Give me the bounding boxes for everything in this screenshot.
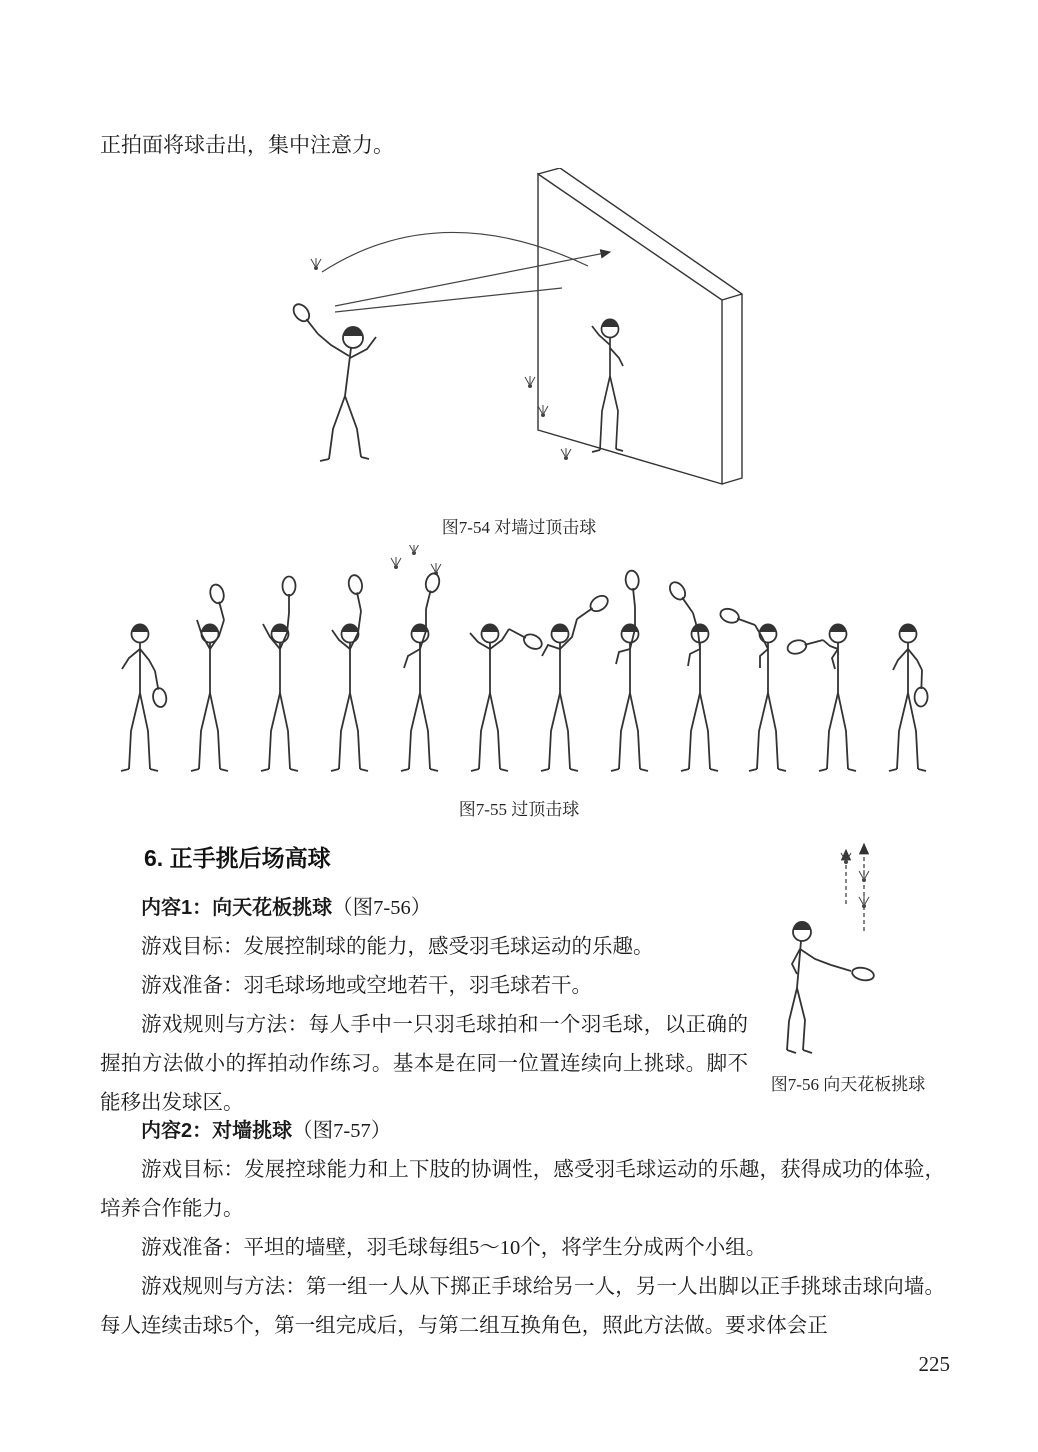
sequence-player (121, 624, 168, 772)
section-6-block (100, 840, 748, 1123)
sequence-player (191, 583, 230, 771)
sequence-player (401, 572, 441, 771)
player-lifting (787, 921, 875, 1053)
figure-7-56-illustration (752, 836, 944, 1066)
sequence-player (718, 606, 786, 771)
content2-title-bold: 内容2：对墙挑球 (141, 1120, 293, 1142)
content-2-block (100, 1112, 945, 1346)
section-heading: 6. 正手挑后场高球 (144, 845, 331, 871)
shuttlecock-icon (409, 545, 419, 555)
shuttlecock-icon (391, 557, 401, 569)
content2-rules: 游戏规则与方法：第一组一人从下掷正手球给另一人，另一人出脚以正手挑球击球向墙。每人连续击球5个，第一组完成后，与第二组互换角色，照此方法做。要求体会正 (100, 1276, 945, 1337)
figure-7-56-block (752, 836, 944, 1095)
content1-title-ref: （图7-56） (332, 897, 432, 919)
content1-rules: 游戏规则与方法：每人手中一只羽毛球拍和一个羽毛球，以正确的握拍方法做小的挥拍动作练习。基本是在同一位置连续向上挑球。脚不能移出发球区。 (100, 1014, 748, 1114)
content1-title-bold: 内容1：向天花板挑球 (141, 897, 333, 919)
sequence-player (889, 624, 928, 772)
shuttlecock-icon (841, 852, 851, 864)
content2-prep: 游戏准备：平坦的墙壁，羽毛球每组5～10个，将学生分成两个小组。 (141, 1237, 767, 1259)
sequence-player (541, 593, 611, 771)
figure-7-55-illustration (98, 545, 943, 787)
shuttlecock-icon (859, 896, 869, 908)
continued-paragraph: 正拍面将球击出，集中注意力。 (100, 133, 394, 157)
figure-7-55-caption: 图7-55 过顶击球 (458, 800, 580, 819)
sequence-player (470, 623, 544, 771)
sequence-player (261, 577, 298, 772)
content2-title (100, 1112, 945, 1151)
page-number: 225 (918, 1352, 950, 1376)
racket-icon (290, 301, 323, 338)
shuttlecock-icon (561, 448, 571, 460)
figure-7-54-illustration (110, 168, 760, 513)
content2-title-ref: （图7-57） (292, 1120, 392, 1142)
sequence-player (667, 579, 718, 771)
sequence-player (611, 570, 648, 771)
figure-7-54-caption: 图7-54 对墙过顶击球 (441, 518, 597, 537)
shuttlecock-icon (525, 376, 535, 388)
shuttlecock-icon (311, 258, 321, 270)
content1-prep: 游戏准备：羽毛球场地或空地若干，羽毛球若干。 (141, 975, 592, 997)
content2-goal: 游戏目标：发展控球能力和上下肢的协调性，感受羽毛球运动的乐趣，获得成功的体验，培养合作能力。 (100, 1159, 945, 1220)
content1-title (100, 889, 748, 928)
shuttlecock-icon (859, 870, 869, 882)
wall-drawing (538, 168, 742, 484)
content1-goal: 游戏目标：发展控制球的能力，感受羽毛球运动的乐趣。 (141, 936, 654, 958)
figure-7-56-caption: 图7-56 向天花板挑球 (770, 1075, 926, 1094)
sequence-player (331, 574, 368, 771)
sequence-player (786, 624, 856, 772)
player-left (318, 326, 376, 461)
